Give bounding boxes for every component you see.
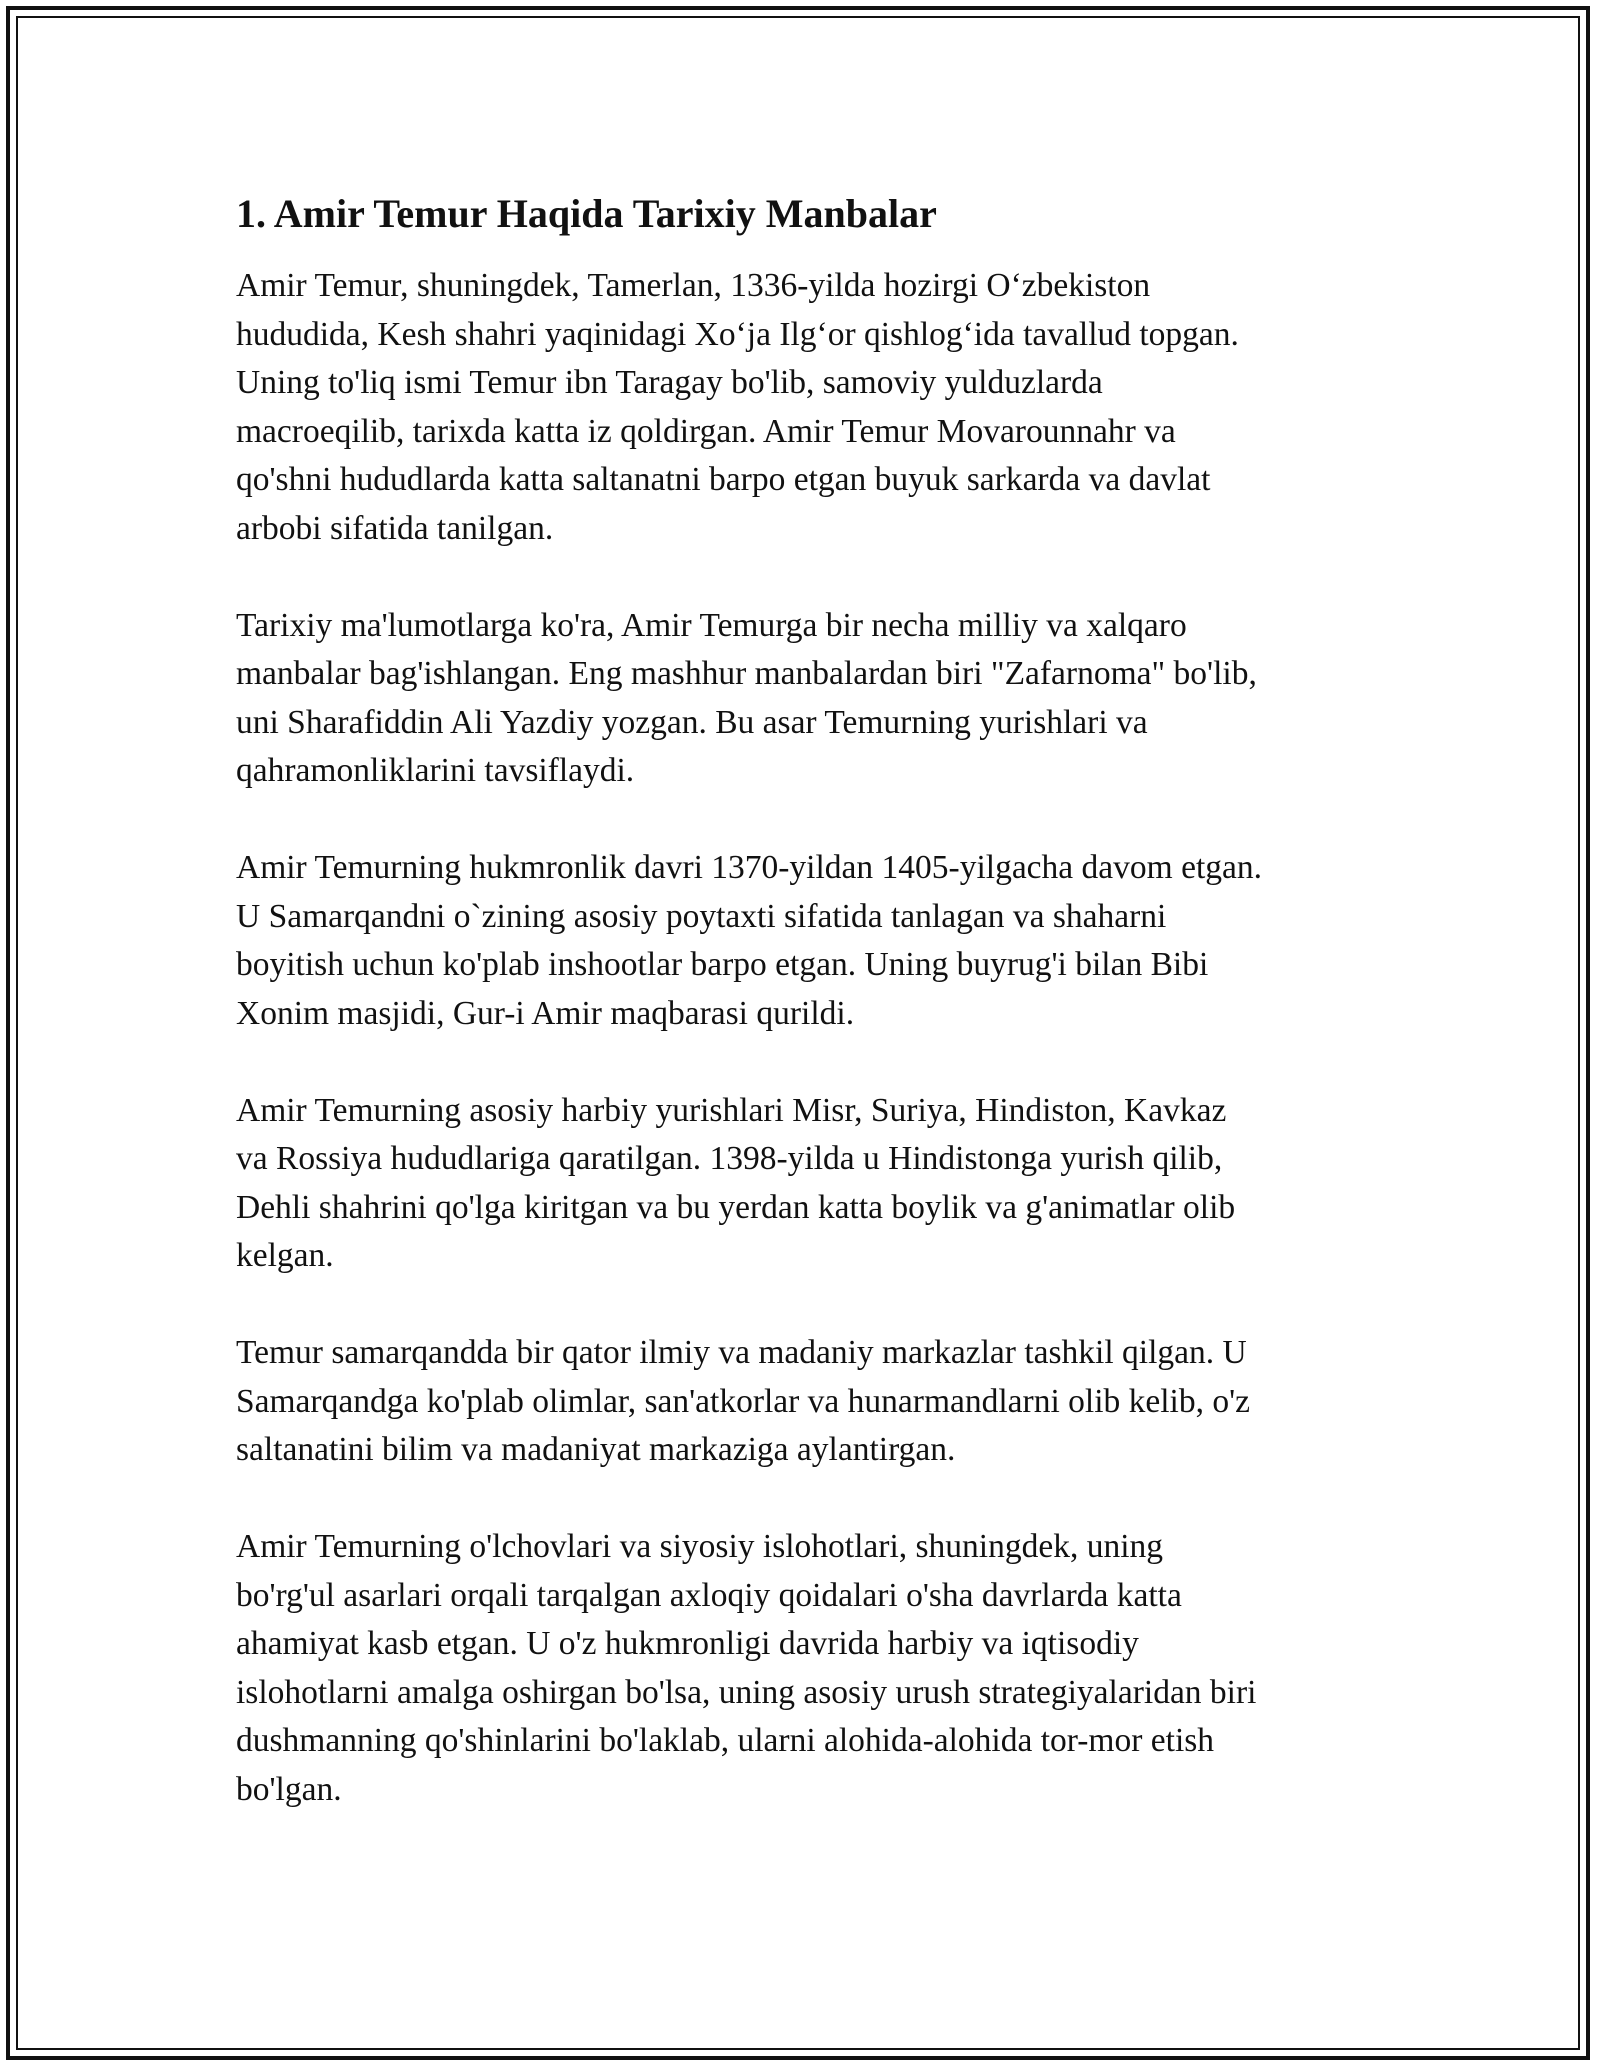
paragraph-line: boyitish uchun ko'plab inshootlar barpo etgan. Uning buyrug'i bilan Bibi — [236, 946, 1209, 983]
paragraph-line: ahamiyat kasb etgan. U o'z hukmronligi davrida harbiy va iqtisodiy — [236, 1625, 1139, 1662]
paragraph-line: Amir Temur, shuningdek, Tamerlan, 1336-yilda hozirgi O‘zbekiston — [236, 267, 1151, 304]
paragraph-5 — [236, 1329, 1386, 1475]
document-heading: 1. Amir Temur Haqida Tarixiy Manbalar — [236, 191, 937, 236]
paragraph-line: Samarqandga ko'plab olimlar, san'atkorlar va hunarmandlarni olib kelib, o'z — [236, 1382, 1251, 1420]
paragraph-4 — [236, 1087, 1386, 1281]
paragraph-line: bo'lgan. — [236, 1770, 342, 1808]
paragraph-1 — [236, 262, 1386, 553]
paragraph-line: qo'shni hududlarda katta saltanatni barpo etgan buyuk sarkarda va davlat — [236, 461, 1211, 498]
paragraph-line: Tarixiy ma'lumotlarga ko'ra, Amir Temurga bir necha milliy va xalqaro — [236, 606, 1187, 644]
paragraph-line: bo'rg'ul asarlari orqali tarqalgan axloqiy qoidalari o'sha davrlarda katta — [236, 1576, 1182, 1614]
paragraph-line: Xonim masjidi, Gur-i Amir maqbarasi qurildi. — [236, 994, 855, 1032]
paragraph-line: Amir Temurning hukmronlik davri 1370-yildan 1405-yilgacha davom etgan. — [236, 849, 1263, 886]
paragraph-line: dushmanning qo'shinlarini bo'laklab, ularni alohida-alohida tor-mor etish — [236, 1722, 1215, 1759]
paragraph-line: uni Sharafiddin Ali Yazdiy yozgan. Bu asar Temurning yurishlari va — [236, 703, 1148, 741]
paragraph-3 — [236, 844, 1386, 1038]
paragraph-line: kelgan. — [236, 1237, 334, 1274]
paragraph-line: arbobi sifatida tanilgan. — [236, 509, 554, 547]
paragraph-line: manbalar bag'ishlangan. Eng mashhur manbalardan biri "Zafarnoma" bo'lib, — [236, 655, 1257, 692]
paragraph-line: va Rossiya hududlariga qaratilgan. 1398-yilda u Hindistonga yurish qilib, — [236, 1140, 1223, 1177]
paragraph-line: macroeqilib, tarixda katta iz qoldirgan. Amir Temur Movarounnahr va — [236, 412, 1176, 450]
paragraph-line: Uning to'liq ismi Temur ibn Taragay bo'lib, samoviy yulduzlarda — [236, 364, 1103, 401]
paragraph-line: Amir Temurning o'lchovlari va siyosiy islohotlari, shuningdek, uning — [236, 1528, 1164, 1565]
paragraph-line: islohotlarni amalga oshirgan bo'lsa, uning asosiy urush strategiyalaridan biri — [236, 1673, 1257, 1711]
paragraph-line: U Samarqandni o`zining asosiy poytaxti sifatida tanlagan va shaharni — [236, 897, 1167, 935]
paragraph-line: Temur samarqandda bir qator ilmiy va madaniy markazlar tashkil qilgan. U — [236, 1334, 1247, 1371]
paragraph-line: hududida, Kesh shahri yaqinidagi Xo‘ja Ilg‘or qishlog‘ida tavallud topgan. — [236, 315, 1239, 353]
paragraph-6 — [236, 1523, 1386, 1814]
paragraph-line: qahramonliklarini tavsiflaydi. — [236, 752, 635, 789]
document-body — [236, 188, 1386, 1863]
paragraph-line: saltanatini bilim va madaniyat markaziga aylantirgan. — [236, 1431, 956, 1468]
paragraph-2 — [236, 602, 1386, 796]
paragraph-line: Dehli shahrini qo'lga kiritgan va bu yerdan katta boylik va g'animatlar olib — [236, 1188, 1236, 1226]
paragraph-line: Amir Temurning asosiy harbiy yurishlari Misr, Suriya, Hindiston, Kavkaz — [236, 1091, 1227, 1129]
